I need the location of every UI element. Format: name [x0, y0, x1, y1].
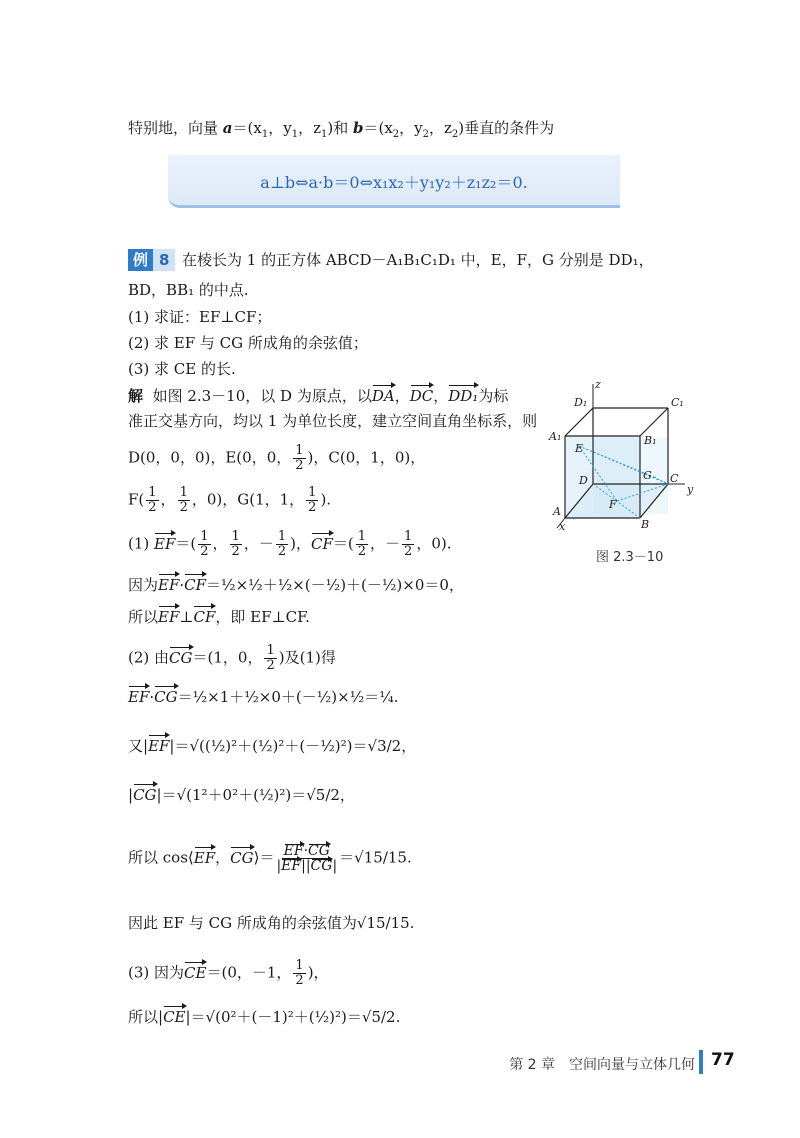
part3-mag-ce: 所以|CE|＝√(0²＋(－1)²＋(½)²)＝√5/2. — [128, 1008, 401, 1026]
part2-mag-cg: |CG|＝√(1²＋0²＋(½)²)＝√5/2， — [128, 786, 355, 804]
vector-da: DA — [371, 387, 395, 405]
solution-label: 解 — [128, 387, 144, 405]
label-z: z — [595, 378, 601, 391]
label-y: y — [687, 483, 694, 496]
label-b1: B₁ — [644, 434, 657, 447]
figure-caption: 图 2.3－10 — [596, 550, 664, 565]
part1-conclusion: 所以EF⊥CF，即 EF⊥CF. — [128, 608, 310, 626]
example-line2: BD，BB₁ 的中点. — [128, 281, 249, 299]
question-3: (3) 求 CE 的长. — [128, 360, 236, 378]
page-number: 77 — [711, 1050, 735, 1070]
example-label: 例 — [128, 249, 153, 271]
label-c1: C₁ — [671, 396, 684, 409]
coords-line1: D(0，0，0)，E(0，0， $\frac{1}{2}$ )，C(0，1，0)， — [128, 443, 426, 473]
question-2: (2) 求 EF 与 CG 所成角的余弦值； — [128, 334, 368, 352]
label-g: G — [643, 469, 652, 482]
part2-cg: (2) 由CG＝(1，0， $\frac{1}{2}$ )及(1)得 — [128, 643, 336, 673]
cube-figure — [545, 378, 705, 538]
coords-line2: F( $\frac{1}{2}$ ， $\frac{1}{2}$ ，0)，G(1，1， $\frac{1}{2}$ ). — [128, 485, 332, 515]
label-x: x — [559, 520, 566, 533]
perpendicular-formula: a⊥b⇔a·b＝0⇔x₁x₂＋y₁y₂＋z₁z₂＝0. — [260, 173, 528, 192]
label-f: F — [609, 498, 617, 511]
vector-dd1: DD₁ — [448, 387, 479, 405]
solution-line2: 准正交基方向，均以 1 为单位长度，建立空间直角坐标系，则 — [128, 412, 538, 430]
vector-dc: DC — [409, 387, 434, 405]
part2-conclusion: 因此 EF 与 CG 所成角的余弦值为√15/15. — [128, 914, 415, 932]
part1-dot: 因为EF·CF＝½×½＋½×(－½)＋(－½)×0＝0， — [128, 576, 464, 594]
part2-mag-ef: 又|EF|＝√((½)²＋(½)²＋(－½)²)＝√3/2， — [128, 737, 417, 755]
example-line1: 在棱长为 1 的正方体 ABCD－A₁B₁C₁D₁ 中，E，F，G 分别是 DD₁， — [182, 251, 654, 269]
example-badge — [128, 249, 175, 271]
intro-line: 特别地，向量 $a=(x_1$，$y_1$，$z_1$)和 $b=(x_2$，$y_2$，$z_2$)垂直的条件为 — [128, 119, 555, 140]
label-b: B — [641, 518, 650, 531]
part3-ce: (3) 因为CE＝(0，－1， $\frac{1}{2}$ )， — [128, 958, 329, 988]
question-1: (1) 求证：EF⊥CF； — [128, 308, 272, 326]
part1-vectors: (1) EF＝( $\frac{1}{2}$ ， $\frac{1}{2}$ ，－ $\frac{1}{2}$ )，CF＝( $\frac{1}{2}$ ，－ $\frac{1}{2}$ ，0). — [128, 529, 452, 559]
label-c: C — [670, 472, 679, 485]
footer-divider — [699, 1050, 703, 1074]
label-e: E — [575, 442, 584, 455]
fraction-half: $\frac{1}{2}$ — [295, 443, 304, 473]
label-d: D — [579, 474, 588, 487]
solution-line1: 解 如图 2.3－10，以 D 为原点，以DA，DC，DD₁为标 — [128, 387, 509, 405]
label-a1: A₁ — [549, 430, 562, 443]
example-number: 8 — [153, 249, 175, 271]
chapter-title: 第 2 章 空间向量与立体几何 — [509, 1057, 695, 1073]
label-a: A — [553, 505, 561, 518]
part2-cos: 所以 cos⟨EF，CG⟩＝ $\frac{EF\cdot CG}{|EF||CG|}$ ＝√15/15. — [128, 843, 412, 874]
label-d1: D₁ — [574, 396, 588, 409]
part2-dot: EF·CG＝½×1＋½×0＋(－½)×½＝¼. — [128, 688, 399, 706]
